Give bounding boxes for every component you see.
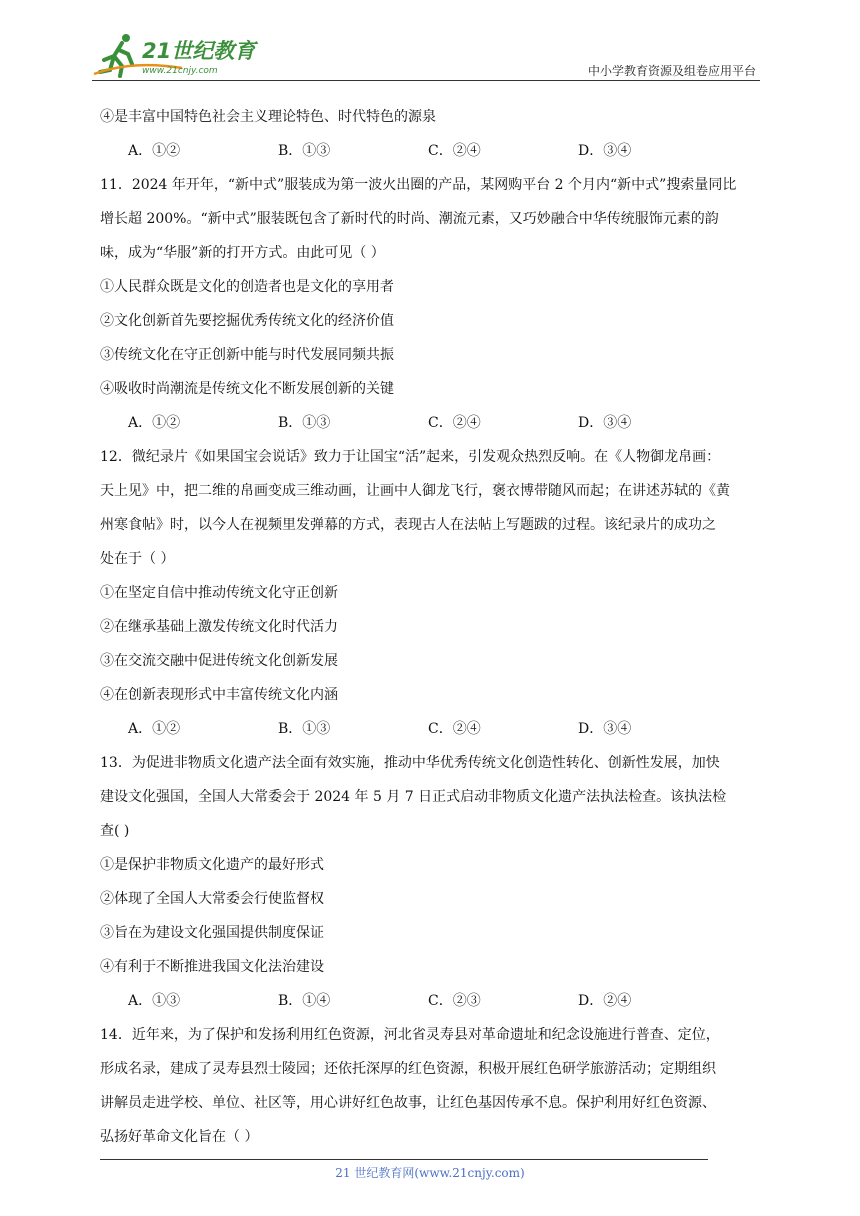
option-choice: B．①③ bbox=[278, 143, 331, 159]
text-line: 讲解员走进学校、单位、社区等，用心讲好红色故事，让红色基因传承不息。保护利用好红色资源、 bbox=[100, 1095, 716, 1111]
text-line: ③在交流交融中促进传统文化创新发展 bbox=[100, 653, 338, 669]
option-choice: D．③④ bbox=[578, 721, 632, 737]
question-content bbox=[100, 100, 770, 1154]
text-line: ④有利于不断推进我国文化法治建设 bbox=[100, 959, 324, 975]
answer-options bbox=[100, 134, 770, 168]
text-line: ④在创新表现形式中丰富传统文化内涵 bbox=[100, 687, 338, 703]
option-choice: B．①④ bbox=[278, 993, 331, 1009]
option-choice: C．②④ bbox=[428, 415, 481, 431]
option-choice: A．①③ bbox=[128, 993, 181, 1009]
text-line: ①是保护非物质文化遗产的最好形式 bbox=[100, 857, 324, 873]
footer-text: 21 世纪教育网(www.21cnjy.com) bbox=[335, 1166, 525, 1180]
text-line: ③传统文化在守正创新中能与时代发展同频共振 bbox=[100, 347, 394, 363]
text-line: ③旨在为建设文化强国提供制度保证 bbox=[100, 925, 324, 941]
text-line: ①在坚定自信中推动传统文化守正创新 bbox=[100, 585, 338, 601]
text-line: 11．2024 年开年，“新中式”服装成为第一波火出圈的产品，某网购平台 2 个月内“新中式”搜索量同比 bbox=[100, 177, 737, 193]
text-line: 处在于（ ） bbox=[100, 551, 175, 567]
option-choice: B．①③ bbox=[278, 415, 331, 431]
text-line: ②体现了全国人大常委会行使监督权 bbox=[100, 891, 324, 907]
text-line: 查( ) bbox=[100, 823, 130, 839]
footer-divider bbox=[100, 1159, 708, 1160]
header-platform-text: 中小学教育资源及组卷应用平台 bbox=[587, 64, 756, 78]
answer-options bbox=[100, 712, 770, 746]
option-choice: C．②③ bbox=[428, 993, 481, 1009]
answer-options bbox=[100, 984, 770, 1018]
option-choice: D．③④ bbox=[578, 143, 632, 159]
option-choice: C．②④ bbox=[428, 143, 481, 159]
option-choice: A．①② bbox=[128, 415, 181, 431]
text-line: ①人民群众既是文化的创造者也是文化的享用者 bbox=[100, 279, 394, 295]
text-line: 天上见》中，把二维的帛画变成三维动画，让画中人御龙飞行，褒衣博带随风而起；在讲述苏轼的《黄 bbox=[100, 483, 730, 499]
text-line: 12．微纪录片《如果国宝会说话》致力于让国宝“活”起来，引发观众热烈反响。在《人物御龙帛画： bbox=[100, 449, 721, 465]
text-line: ④是丰富中国特色社会主义理论特色、时代特色的源泉 bbox=[100, 109, 436, 125]
text-line: 增长超 200%。“新中式”服装既包含了新时代的时尚、潮流元素，又巧妙融合中华传统服饰元素的韵 bbox=[100, 211, 719, 227]
logo-text: 21世纪教育 bbox=[142, 39, 256, 63]
option-choice: C．②④ bbox=[428, 721, 481, 737]
option-choice: B．①③ bbox=[278, 721, 331, 737]
header-divider bbox=[92, 80, 760, 81]
text-line: ④吸收时尚潮流是传统文化不断发展创新的关键 bbox=[100, 381, 394, 397]
option-choice: D．②④ bbox=[578, 993, 632, 1009]
answer-options bbox=[100, 406, 770, 440]
text-line: 形成名录，建成了灵寿县烈士陵园；还依托深厚的红色资源，积极开展红色研学旅游活动；定期组织 bbox=[100, 1061, 716, 1077]
text-line: 14．近年来，为了保护和发扬利用红色资源，河北省灵寿县对革命遗址和纪念设施进行普查、定位， bbox=[100, 1027, 720, 1043]
text-line: 13．为促进非物质文化遗产法全面有效实施，推动中华优秀传统文化创造性转化、创新性发展，加快 bbox=[100, 755, 720, 771]
option-choice: A．①② bbox=[128, 721, 181, 737]
page-header bbox=[0, 0, 860, 90]
text-line: ②文化创新首先要挖掘优秀传统文化的经济价值 bbox=[100, 313, 394, 329]
text-line: 州寒食帖》时，以今人在视频里发弹幕的方式，表现古人在法帖上写题跋的过程。该纪录片的成功之 bbox=[100, 517, 716, 533]
text-line: 建设文化强国，全国人大常委会于 2024 年 5 月 7 日正式启动非物质文化遗产法执法检查。该执法检 bbox=[100, 789, 727, 805]
logo-21cnjy bbox=[92, 30, 262, 80]
option-choice: D．③④ bbox=[578, 415, 632, 431]
logo-url: www.21cnjy.com bbox=[142, 66, 218, 76]
text-line: 弘扬好革命文化旨在（ ） bbox=[100, 1129, 259, 1145]
text-line: ②在继承基础上激发传统文化时代活力 bbox=[100, 619, 338, 635]
text-line: 味，成为“华服”新的打开方式。由此可见（ ） bbox=[100, 245, 385, 261]
option-choice: A．①② bbox=[128, 143, 181, 159]
